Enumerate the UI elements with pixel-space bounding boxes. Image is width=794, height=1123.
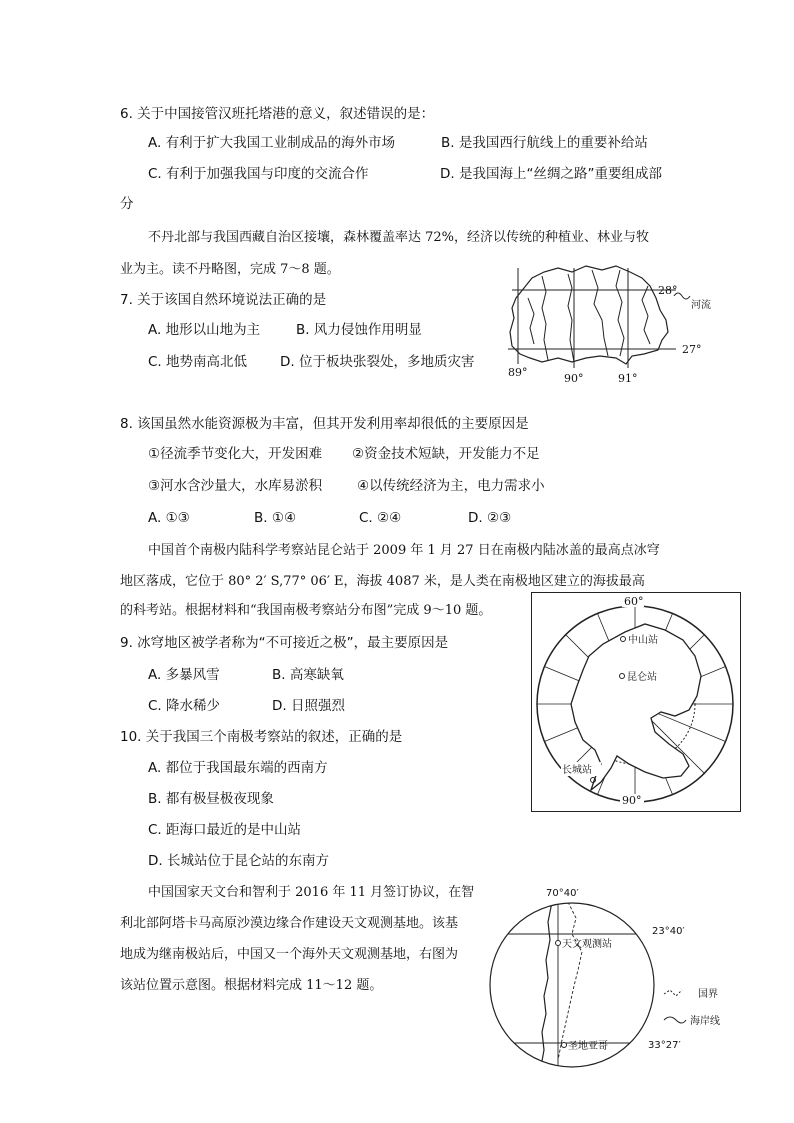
q10-option-b[interactable]: B. 都有极昼极夜现象 bbox=[148, 791, 274, 807]
chile-intro-line2: 利北部阿塔卡马高原沙漠边缘合作建设天文观测基地。该基 bbox=[120, 916, 459, 931]
river-legend-label: 河流 bbox=[691, 300, 711, 311]
q9-option-d[interactable]: D. 日照强烈 bbox=[272, 698, 345, 714]
q10-option-a[interactable]: A. 都位于我国最东端的西南方 bbox=[148, 760, 328, 776]
q7-stem: 7. 关于该国自然环境说法正确的是 bbox=[120, 292, 327, 308]
q9-option-a[interactable]: A. 多暴风雪 bbox=[148, 667, 220, 683]
coastline-legend-symbol bbox=[664, 1017, 686, 1023]
q8-option-a[interactable]: A. ①③ bbox=[148, 510, 190, 526]
lat-27-label: 27° bbox=[682, 343, 702, 356]
q6-option-c[interactable]: C. 有利于加强我国与印度的交流合作 bbox=[148, 166, 369, 182]
antarctic-stations-map bbox=[531, 592, 741, 812]
chile-intro-line4: 该站位置示意图。根据材料完成 11～12 题。 bbox=[120, 978, 383, 993]
chile-intro-line3: 地成为继南极站后，中国又一个海外天文观测基地，右图为 bbox=[120, 947, 459, 962]
q9-stem: 9. 冰穹地区被学者称为“不可接近之极”，最主要原因是 bbox=[120, 635, 449, 651]
q7-option-d[interactable]: D. 位于板块张裂处，多地质灾害 bbox=[280, 354, 475, 370]
q8-statement-2: ②资金技术短缺，开发能力不足 bbox=[352, 446, 540, 462]
observatory-label: 天文观测站 bbox=[562, 939, 612, 950]
lat-28-label: 28° bbox=[658, 284, 678, 297]
lon-70-40-label: 70°40′ bbox=[546, 888, 579, 899]
q10-stem: 10. 关于我国三个南极考察站的叙述，正确的是 bbox=[120, 729, 403, 745]
border-legend-label: 国界 bbox=[698, 989, 718, 1000]
bhutan-intro-line2: 业为主。读不丹略图，完成 7～8 题。 bbox=[120, 262, 340, 277]
q6-stem: 6. 关于中国接管汉班托塔港的意义，叙述错误的是： bbox=[120, 106, 435, 122]
q8-statement-4: ④以传统经济为主，电力需求小 bbox=[357, 478, 545, 494]
changcheng-station-label: 长城站 bbox=[562, 765, 592, 776]
antarctic-intro-line3: 的科考站。根据材料和“我国南极考察站分布图”完成 9～10 题。 bbox=[120, 603, 492, 618]
q8-statement-1: ①径流季节变化大，开发困难 bbox=[148, 446, 323, 462]
lat-23-40-label: 23°40′ bbox=[652, 926, 685, 937]
q8-statement-3: ③河水含沙量大，水库易淤积 bbox=[148, 478, 323, 494]
lon-91-label: 91° bbox=[618, 372, 638, 385]
q6-option-d-continued: 分 bbox=[120, 196, 134, 212]
antarctic-intro-line2: 地区落成，它位于 80° 2′ S,77° 06′ E，海拔 4087 米，是人类在南极地区建立的海拔最高 bbox=[120, 574, 645, 589]
q9-option-b[interactable]: B. 高寒缺氧 bbox=[272, 667, 344, 683]
lon-90-label: 90° bbox=[564, 372, 584, 385]
zhongshan-station-label: 中山站 bbox=[628, 635, 658, 646]
q7-option-a[interactable]: A. 地形以山地为主 bbox=[148, 322, 261, 338]
bhutan-map bbox=[498, 258, 728, 388]
q6-option-a[interactable]: A. 有利于扩大我国工业制成品的海外市场 bbox=[148, 135, 396, 151]
q8-option-b[interactable]: B. ①④ bbox=[254, 510, 297, 526]
q7-option-c[interactable]: C. 地势南高北低 bbox=[148, 354, 248, 370]
q8-option-c[interactable]: C. ②④ bbox=[359, 510, 402, 526]
q9-option-c[interactable]: C. 降水稀少 bbox=[148, 698, 221, 714]
santiago-label: 圣地亚哥 bbox=[568, 1041, 608, 1052]
q8-option-d[interactable]: D. ②③ bbox=[468, 510, 512, 526]
lat-33-27-label: 33°27′ bbox=[648, 1040, 681, 1051]
bhutan-intro-line1: 不丹北部与我国西藏自治区接壤，森林覆盖率达 72%，经济以传统的种植业、林业与牧 bbox=[148, 230, 650, 245]
chile-intro-line1: 中国国家天文台和智利于 2016 年 11 月签订协议，在智 bbox=[148, 885, 475, 900]
q6-option-b[interactable]: B. 是我国西行航线上的重要补给站 bbox=[441, 135, 648, 151]
lat-60-label: 60° bbox=[624, 595, 644, 608]
border-legend-symbol bbox=[664, 990, 682, 996]
antarctic-intro-line1: 中国首个南极内陆科学考察站昆仑站于 2009 年 1 月 27 日在南极内陆冰盖的最高点冰穹 bbox=[148, 543, 660, 558]
q7-option-b[interactable]: B. 风力侵蚀作用明显 bbox=[296, 322, 422, 338]
q10-option-d[interactable]: D. 长城站位于昆仑站的东南方 bbox=[148, 853, 329, 869]
lon-90-label: 90° bbox=[622, 794, 642, 807]
chile-observatory-map bbox=[486, 882, 726, 1072]
q10-option-c[interactable]: C. 距海口最近的是中山站 bbox=[148, 822, 302, 838]
kunlun-station-label: 昆仑站 bbox=[627, 672, 657, 683]
coastline-legend-label: 海岸线 bbox=[690, 1016, 720, 1027]
q8-stem: 8. 该国虽然水能资源极为丰富，但其开发利用率却很低的主要原因是 bbox=[120, 416, 529, 432]
lon-89-label: 89° bbox=[508, 366, 528, 379]
q6-option-d[interactable]: D. 是我国海上“丝绸之路”重要组成部 bbox=[440, 166, 662, 182]
